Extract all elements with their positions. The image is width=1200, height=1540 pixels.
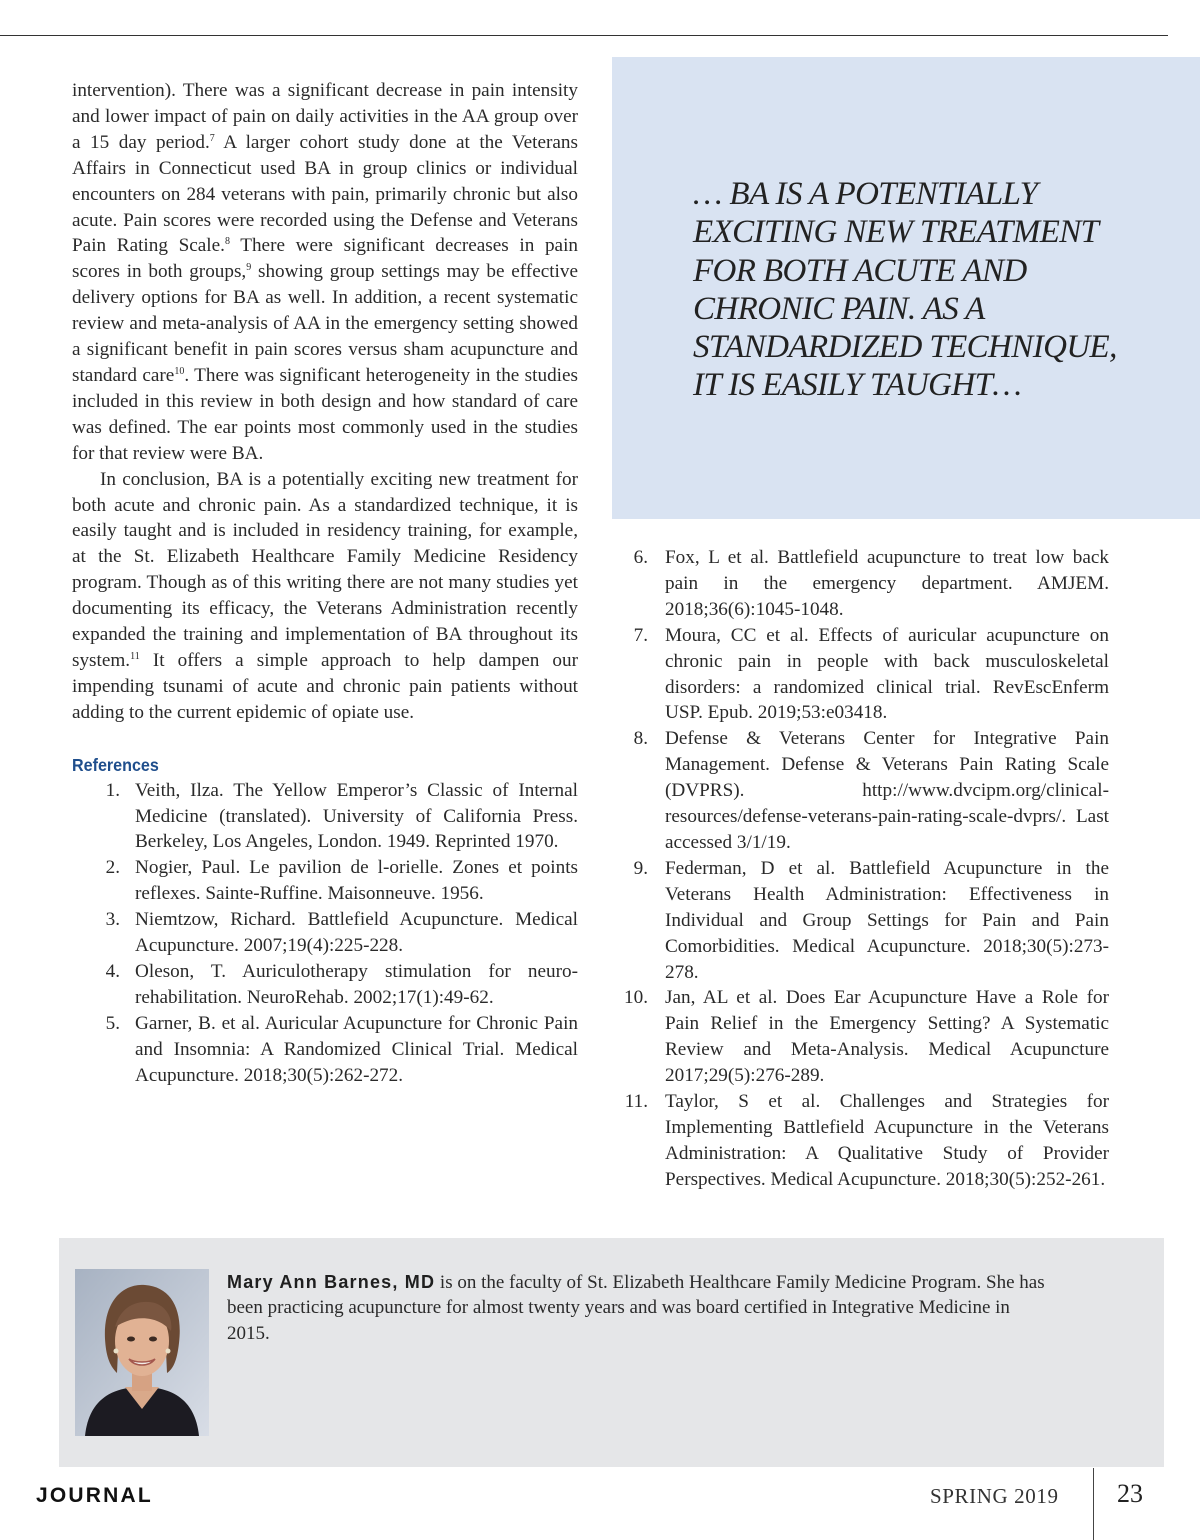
author-bio-box: [59, 1238, 1164, 1467]
author-bio-text: is on the faculty of St. Elizabeth Healthcare Family Medicine Program. She has been practicing acupuncture for almost twenty years and was board certified in Integrative Medicine in 2015.: [227, 1272, 1045, 1344]
reference-text: Oleson, T. Auriculotherapy stimulation for neuro-rehabilitation. NeuroRehab. 2002;17(1):49-62.: [135, 961, 578, 1008]
paragraph-text: A larger cohort study done at the Veterans Affairs in Connecticut used BA in group clinics or individual encounters on 284 veterans with pain, primarily chronic but also acute. Pain scores were recorded using the Defense and Veterans Pain Rating Scale.: [72, 131, 578, 257]
paragraph-text: There were significant decreases in pain scores in both groups,: [72, 235, 578, 283]
reference-number: 10.: [624, 987, 648, 1009]
pull-quote-line: STANDARDIZED TECHNIQUE,: [693, 329, 1117, 366]
reference-item: [612, 856, 1109, 986]
reference-number: 8.: [633, 728, 648, 750]
article-body: [72, 78, 578, 726]
citation-superscript: 9: [246, 262, 252, 274]
reference-list-left: [72, 778, 578, 1089]
reference-item: [72, 778, 578, 856]
reference-number: 9.: [633, 857, 648, 879]
pull-quote-line: … BA IS A POTENTIALLY: [693, 176, 1038, 212]
right-column: [612, 545, 1109, 1193]
reference-number: 1.: [105, 779, 120, 801]
body-paragraph-2: [72, 467, 578, 726]
reference-item: [72, 907, 578, 959]
reference-item: [612, 545, 1109, 623]
reference-item: [72, 1011, 578, 1089]
header-rule: [0, 35, 1168, 36]
author-portrait-image: [75, 1269, 209, 1436]
reference-number: 4.: [105, 961, 120, 982]
reference-text: Garner, B. et al. Auricular Acupuncture for Chronic Pain and Insomnia: A Randomized Clinical Trial. Medical Acupuncture. 2018;30(5):262-272.: [135, 1012, 578, 1086]
citation-superscript: 10: [174, 365, 185, 377]
reference-number: 7.: [633, 624, 648, 646]
references-heading: References: [72, 754, 159, 775]
citation-superscript: 11: [130, 650, 140, 662]
pull-quote-line: EXCITING NEW TREATMENT: [693, 214, 1099, 251]
paragraph-text: showing group settings may be effective delivery options for BA as well. In addition, a recent systematic review and meta-analysis of AA in the emergency setting showed a significant benefit in pain scores versus sham acupuncture and standard care: [72, 261, 578, 386]
author-name: Mary Ann Barnes, MD: [227, 1272, 436, 1292]
pull-quote-line: CHRONIC PAIN. AS A: [693, 290, 985, 327]
citation-superscript: 8: [224, 236, 230, 248]
pull-quote-box: [612, 57, 1200, 519]
reference-item: [612, 623, 1109, 727]
reference-text: Jan, AL et al. Does Ear Acupuncture Have a Role for Pain Relief in the Emergency Setting? A Systematic Review and Meta-Analysis. Medical Acupuncture 2017;29(5):276-289.: [665, 987, 1109, 1087]
citation-superscript: 7: [209, 132, 215, 144]
issue-date: SPRING 2019: [930, 1484, 1059, 1508]
journal-brand: JOURNAL: [36, 1484, 153, 1507]
author-bio: [227, 1270, 1049, 1346]
reference-item: [612, 985, 1109, 1089]
reference-text: Defense & Veterans Center for Integrative Pain Management. Defense & Veterans Pain Rating Scale (DVPRS). http://www.dvcipm.org/clinical-resources/defense-veterans-pain-rating-scale-dvprs/. Last accessed 3/1/19.: [665, 728, 1109, 853]
paragraph-text: In conclusion, BA is a potentially exciting new treatment for both acute and chronic pain. As a standardized technique, it is easily taught and is included in residency training, for example, at the St. Elizabeth Healthcare Family Medicine Residency program. Though as of this writing there are not many studies yet documenting its efficacy, the Veterans Administration recently expanded the training and implementation of BA throughout its system.: [72, 468, 578, 671]
reference-text: Nogier, Paul. Le pavilion de l-orielle. Zones et points reflexes. Sainte-Ruffine. Maisonneuve. 1956.: [135, 857, 578, 905]
reference-item: [72, 959, 578, 1011]
paragraph-text: intervention). There was a significant decrease in pain intensity and lower impact of pain on daily activities in the AA group over a 15 day period.: [72, 80, 578, 153]
reference-text: Moura, CC et al. Effects of auricular acupuncture on chronic pain in people with back musculoskeletal disorders: a randomized clinical trial. RevEscEnferm USP. Epub. 2019;53:e03418.: [665, 624, 1109, 724]
page-number: 23: [1117, 1479, 1143, 1508]
reference-item: [72, 855, 578, 907]
reference-list-right: [612, 545, 1109, 1193]
pull-quote-line: IT IS EASILY TAUGHT…: [693, 367, 1022, 404]
reference-number: 5.: [105, 1012, 120, 1034]
body-paragraph-1: [72, 78, 578, 467]
reference-text: Taylor, S et al. Challenges and Strategies for Implementing Battlefield Acupuncture in the Veterans Administration: A Qualitative Study of Provider Perspectives. Medical Acupuncture. 2018;30(5):252-261.: [665, 1091, 1109, 1190]
reference-text: Federman, D et al. Battlefield Acupuncture in the Veterans Health Administration: Effectiveness in Individual and Group Settings for Pain and Pain Comorbidities. Medical Acupuncture. 2018;30(5):273-278.: [665, 857, 1109, 983]
pull-quote-line: FOR BOTH ACUTE AND: [693, 252, 1027, 289]
reference-text: Fox, L et al. Battlefield acupuncture to treat low back pain in the emergency department. AMJEM. 2018;36(6):1045-1048.: [665, 547, 1109, 620]
left-column: [72, 78, 578, 1089]
author-photo: [75, 1269, 209, 1436]
reference-text: Veith, Ilza. The Yellow Emperor’s Classic of Internal Medicine (translated). University of California Press. Berkeley, Los Angeles, London. 1949. Reprinted 1970.: [135, 779, 578, 853]
paragraph-text: It offers a simple approach to help dampen our impending tsunami of acute and chronic pain patients without adding to the current epidemic of opiate use.: [72, 649, 578, 723]
footer-divider: [1093, 1468, 1094, 1540]
reference-number: 11.: [624, 1091, 648, 1113]
pull-quote: [693, 175, 1173, 405]
reference-number: 6.: [633, 547, 648, 568]
paragraph-text: . There was significant heterogeneity in the studies included in this review in both design and how standard of care was defined. The ear points most commonly used in the studies for that review were BA.: [72, 364, 578, 464]
reference-item: [612, 726, 1109, 856]
reference-item: [612, 1089, 1109, 1193]
reference-number: 2.: [105, 857, 120, 879]
reference-text: Niemtzow, Richard. Battlefield Acupuncture. Medical Acupuncture. 2007;19(4):225-228.: [135, 909, 578, 957]
reference-number: 3.: [105, 909, 120, 931]
